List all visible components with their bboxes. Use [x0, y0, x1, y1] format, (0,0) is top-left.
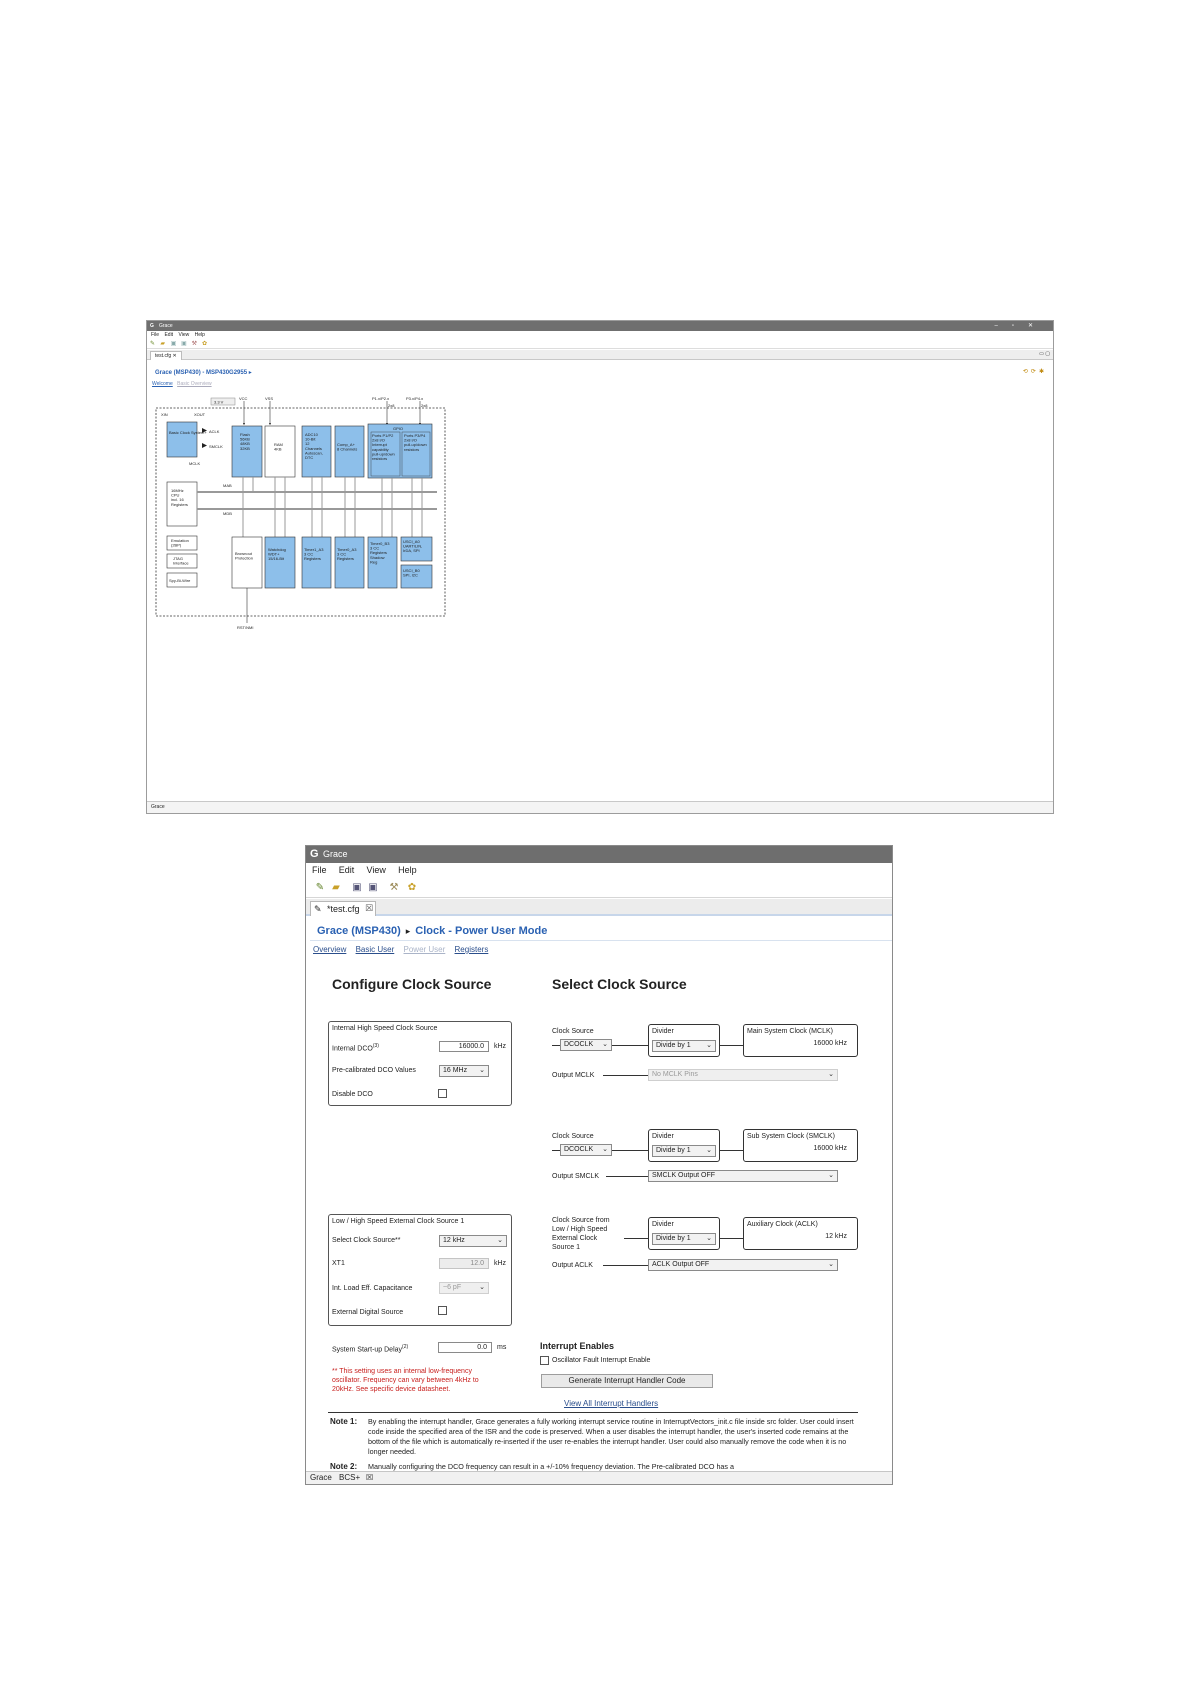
output-mclk-select[interactable]: No MCLK Pins ⌄	[648, 1069, 838, 1081]
toolbar	[147, 339, 1053, 349]
block-timer1-a3[interactable]	[302, 537, 331, 588]
open-folder-icon[interactable]: ▰	[332, 882, 340, 893]
block-diagram	[147, 391, 457, 641]
toolbar	[306, 878, 892, 898]
note1-label: Note 1:	[330, 1417, 358, 1426]
block-cpu-text: 16MHz CPU incl. 16 Registers	[171, 488, 188, 507]
output-aclk-select[interactable]: ACLK Output OFF ⌄	[648, 1259, 838, 1271]
osc-fault-label: Oscillator Fault Interrupt Enable	[552, 1357, 651, 1364]
mclk-output-title: Main System Clock (MCLK)	[747, 1028, 833, 1035]
xt1-label: XT1	[332, 1260, 345, 1267]
tab-test-cfg[interactable]: test.cfg ✕	[150, 351, 182, 360]
header-icons[interactable]: ⟲⟳✱	[1022, 369, 1047, 375]
menu-help[interactable]: Help	[194, 332, 205, 338]
close-icon[interactable]: ☒	[365, 903, 374, 913]
mclk-source-select[interactable]: DCOCLK ⌄	[560, 1039, 612, 1051]
grace-app-icon: G	[150, 323, 154, 329]
mclk-output-value: 16000 kHz	[813, 1040, 847, 1047]
link-basic-user[interactable]: Basic User	[355, 945, 395, 954]
aclk-divider-select[interactable]: Divide by 1 ⌄	[652, 1233, 716, 1245]
header-main: Grace (MSP430)	[317, 925, 401, 937]
internal-clock-title: Internal High Speed Clock Source	[332, 1025, 438, 1032]
external-digital-label: External Digital Source	[332, 1309, 404, 1316]
save-icon[interactable]: ▣	[170, 341, 177, 347]
chevron-down-icon: ⌄	[706, 1147, 712, 1154]
generate-interrupt-button[interactable]: Generate Interrupt Handler Code	[541, 1374, 713, 1388]
new-icon[interactable]: ✎	[150, 341, 156, 347]
label-rst-nmi: RST/NMI	[237, 625, 254, 630]
nav-links	[152, 381, 215, 387]
tab-label: *test.cfg	[327, 904, 360, 914]
debug-icon[interactable]: ✿	[407, 882, 417, 893]
tab-bcs[interactable]: BCS+	[339, 1473, 361, 1482]
tab-test-cfg[interactable]	[310, 901, 376, 916]
menu-file[interactable]: File	[151, 332, 160, 338]
configure-clock-title: Configure Clock Source	[332, 976, 492, 992]
menu-bar	[147, 331, 1053, 339]
new-icon[interactable]: ✎	[315, 882, 325, 893]
status-text: Grace	[151, 804, 165, 810]
config-file-icon: ✎	[314, 904, 322, 914]
label-mdb: MDB	[223, 511, 232, 516]
block-watchdog-text: Watchdog WDT+ 15/16-Bit	[268, 547, 286, 562]
save-all-icon[interactable]: ▣	[181, 341, 187, 347]
block-comp-text: Comp_A+ 8 Channels	[337, 442, 358, 452]
label-p1p2: P1.x/P2.x	[372, 396, 390, 401]
select-clock-title: Select Clock Source	[552, 976, 687, 992]
window-controls[interactable]: –▫✕	[994, 323, 1047, 329]
block-brownout[interactable]	[232, 537, 262, 588]
select-clock-source-select[interactable]: 12 kHz ⌄	[439, 1235, 507, 1247]
editor-tab-bar	[147, 350, 1053, 360]
link-basic-overview[interactable]: Basic Overview	[177, 381, 212, 387]
menu-view[interactable]: View	[366, 865, 386, 875]
label-vcc: VCC	[239, 396, 248, 401]
output-smclk-select[interactable]: SMCLK Output OFF ⌄	[648, 1170, 838, 1182]
precal-dco-label: Pre-calibrated DCO Values	[332, 1067, 416, 1074]
internal-clock-group	[328, 1021, 512, 1106]
block-clock-system[interactable]	[167, 422, 197, 457]
open-folder-icon[interactable]: ▰	[160, 341, 166, 347]
smclk-output-title: Sub System Clock (SMCLK)	[747, 1133, 835, 1140]
block-timer0b-text: Timer0_B3 3 CC Registers Shadow Reg	[370, 541, 390, 565]
window-title: Grace	[323, 849, 348, 859]
block-ports12-text: Ports P1/P2 2x8 I/O Interrupt capability pull-up/down resistors	[372, 433, 395, 461]
block-ports34-text: Ports P3/P4 2x8 I/O pull-up/down resistors	[404, 433, 427, 452]
aclk-output-title: Auxiliary Clock (ACLK)	[747, 1221, 818, 1228]
chevron-down-icon: ⌄	[479, 1284, 485, 1291]
chevron-down-icon: ⌄	[497, 1237, 503, 1244]
block-timer0-a3[interactable]	[335, 537, 364, 588]
label-smclk: SMCLK	[209, 444, 223, 449]
smclk-source-select[interactable]: DCOCLK ⌄	[560, 1144, 612, 1156]
block-clock-text: Basic Clock System+	[169, 430, 207, 435]
mclk-divider-box	[648, 1024, 720, 1057]
note2-text: Manually configuring the DCO frequency can result in a +/-10% frequency deviation. The Pre-calibrated DCO has a	[368, 1462, 735, 1471]
smclk-divider-select[interactable]: Divide by 1 ⌄	[652, 1145, 716, 1157]
tab-grace[interactable]: Grace	[310, 1473, 332, 1482]
label-aclk: ACLK	[209, 429, 220, 434]
note1-text: By enabling the interrupt handler, Grace generates a fully working interrupt service routine in InterruptVectors_init.c file inside src folder. User could insert code inside the specified area of the ISR and the code is preserved. When a user disables the interrupt handler, the user's inserted code remains at the bottom of the file which is automatically re-inserted if the user re-enables the interrupt handler. User could also manually remove the code when it is no longer needed.	[368, 1417, 854, 1456]
page-title	[317, 925, 547, 937]
lfo-warning-note: ** This setting uses an internal low-frequency oscillator. Frequency can vary between 4kHz to 20kHz. See specific device datasheet.	[332, 1368, 479, 1393]
breadcrumb-arrow-icon: ▸	[405, 926, 411, 936]
label-p3p4: P3.x/P4.x	[406, 396, 424, 401]
load-capacitance-label: Int. Load Eff. Capacitance	[332, 1285, 413, 1292]
smclk-divider-box	[648, 1129, 720, 1162]
block-jtag-text: JTAG Interface	[173, 556, 189, 566]
grace-window-clock	[305, 845, 893, 1485]
block-usci-b-text: USCI_B0 SPI, I2C	[403, 568, 420, 578]
startup-delay-label: System Start-up Delay$^{(2)}$	[332, 1344, 409, 1354]
load-capacitance-select[interactable]: ~6 pF ⌄	[439, 1282, 489, 1294]
menu-file[interactable]: File	[312, 865, 327, 875]
chevron-down-icon: ⌄	[828, 1172, 834, 1179]
grace-window-overview	[146, 320, 1054, 814]
block-adc10-text: ADC10 10-Bit 12 Channels Autoscan, DTC	[305, 432, 323, 460]
mclk-output-box	[743, 1024, 858, 1057]
mclk-source-label: Clock Source	[552, 1028, 594, 1035]
select-clock-source-label: Select Clock Source**	[332, 1237, 401, 1244]
smclk-output-box	[743, 1129, 858, 1162]
aclk-output-value: 12 kHz	[825, 1233, 847, 1240]
output-smclk-label: Output SMCLK	[552, 1173, 600, 1180]
osc-fault-checkbox[interactable]	[540, 1356, 549, 1365]
smclk-source-label: Clock Source	[552, 1133, 594, 1140]
block-gpio-text: GPIO	[393, 426, 404, 431]
external-digital-checkbox[interactable]	[438, 1306, 447, 1315]
menu-view[interactable]: View	[178, 332, 190, 338]
interrupt-enables-title: Interrupt Enables	[540, 1341, 615, 1351]
note2-label: Note 2:	[330, 1462, 358, 1471]
label-xout: XOUT	[194, 412, 206, 417]
chevron-down-icon: ⌄	[706, 1235, 712, 1242]
label-2x8-b: 2x8	[421, 403, 428, 408]
internal-dco-unit: kHz	[494, 1043, 507, 1050]
window-title: Grace	[159, 323, 173, 329]
startup-delay-unit: ms	[497, 1344, 507, 1351]
chevron-down-icon: ⌄	[828, 1071, 834, 1078]
smclk-divider-label: Divider	[652, 1133, 674, 1140]
status-bar	[306, 1471, 892, 1484]
block-timer1-text: Timer1_A3 3 CC Registers	[304, 547, 324, 562]
precal-dco-select[interactable]: 16 MHz ⌄	[439, 1065, 489, 1077]
editor-tab-bar	[306, 899, 892, 916]
external-clock-title: Low / High Speed External Clock Source 1	[332, 1218, 465, 1225]
block-watchdog[interactable]	[265, 537, 295, 588]
startup-delay-input[interactable]: 0.0	[438, 1342, 492, 1353]
mclk-divider-label: Divider	[652, 1028, 674, 1035]
header-sub: Clock - Power User Mode	[415, 925, 548, 937]
block-spy-text: Spy-Bi-Wire	[169, 578, 191, 583]
view-all-interrupts-link[interactable]: View All Interrupt Handlers	[564, 1399, 659, 1408]
output-mclk-label: Output MCLK	[552, 1072, 595, 1079]
chevron-down-icon: ⌄	[602, 1146, 608, 1153]
xt1-input[interactable]: 12.0	[439, 1258, 489, 1269]
chevron-down-icon: ⌄	[602, 1041, 608, 1048]
label-2x8-a: 2x8	[388, 403, 395, 408]
menu-edit[interactable]: Edit	[164, 332, 174, 338]
vcc-select-value: 3.3 V	[214, 399, 224, 405]
link-registers[interactable]: Registers	[454, 945, 489, 954]
block-flash-text: Flash 56KB 48KB 32KB	[240, 432, 250, 451]
menu-help[interactable]: Help	[398, 865, 417, 875]
block-timer0a-text: Timer0_A3 3 CC Registers	[337, 547, 357, 562]
title-bar	[306, 846, 892, 863]
label-vss: VSS	[265, 396, 274, 401]
menu-edit[interactable]: Edit	[338, 865, 355, 875]
chevron-down-icon: ⌄	[828, 1261, 834, 1268]
label-mab: MAB	[223, 483, 232, 488]
block-brownout-text: Brownout Protection	[235, 551, 254, 561]
internal-dco-label: Internal DCO$^{(3)}$	[332, 1043, 379, 1053]
save-icon[interactable]: ▣	[352, 882, 362, 893]
link-power-user[interactable]: Power User	[403, 945, 446, 954]
block-ram-text: RAM 4KB	[274, 442, 283, 452]
header-divider	[310, 940, 892, 941]
disable-dco-checkbox[interactable]	[438, 1089, 447, 1098]
chevron-down-icon: ⌄	[479, 1067, 485, 1074]
output-aclk-label: Output ACLK	[552, 1262, 593, 1269]
block-usci-a-text: USCI_A0 UART/LIN, IrDA, SPI	[403, 539, 423, 554]
chevron-down-icon: ⌄	[706, 1042, 712, 1049]
page-title: Grace (MSP430) - MSP430G2955 ▸	[155, 370, 252, 376]
aclk-output-box	[743, 1217, 858, 1250]
title-bar	[147, 321, 1053, 331]
status-bar	[147, 801, 1053, 813]
close-icon[interactable]: ☒	[366, 1473, 374, 1482]
build-icon[interactable]: ⚒	[191, 341, 197, 347]
xt1-unit: kHz	[494, 1260, 507, 1267]
aclk-source-label: Clock Source from Low / High Speed External Clock Source 1	[552, 1217, 610, 1251]
internal-dco-input[interactable]: 16000.0	[439, 1041, 489, 1052]
build-icon[interactable]: ⚒	[389, 882, 399, 893]
menu-bar	[306, 863, 892, 878]
grace-app-icon: G	[310, 848, 319, 860]
link-welcome[interactable]: Welcome	[152, 381, 173, 387]
label-xin: XIN	[161, 412, 168, 417]
block-emulation-text: Emulation (2BP)	[171, 538, 189, 548]
disable-dco-label: Disable DCO	[332, 1091, 373, 1098]
debug-icon[interactable]: ✿	[201, 341, 207, 347]
label-mclk: MCLK	[189, 461, 201, 466]
mclk-divider-select[interactable]: Divide by 1 ⌄	[652, 1040, 716, 1052]
view-links	[313, 945, 495, 954]
notes-divider	[328, 1412, 858, 1413]
smclk-output-value: 16000 kHz	[813, 1145, 847, 1152]
minmax-icon[interactable]: ▭ ▢	[1039, 351, 1050, 357]
aclk-divider-label: Divider	[652, 1221, 674, 1228]
aclk-divider-box	[648, 1217, 720, 1250]
save-all-icon[interactable]: ▣	[368, 882, 378, 893]
link-overview[interactable]: Overview	[313, 945, 347, 954]
external-clock-group	[328, 1214, 512, 1326]
